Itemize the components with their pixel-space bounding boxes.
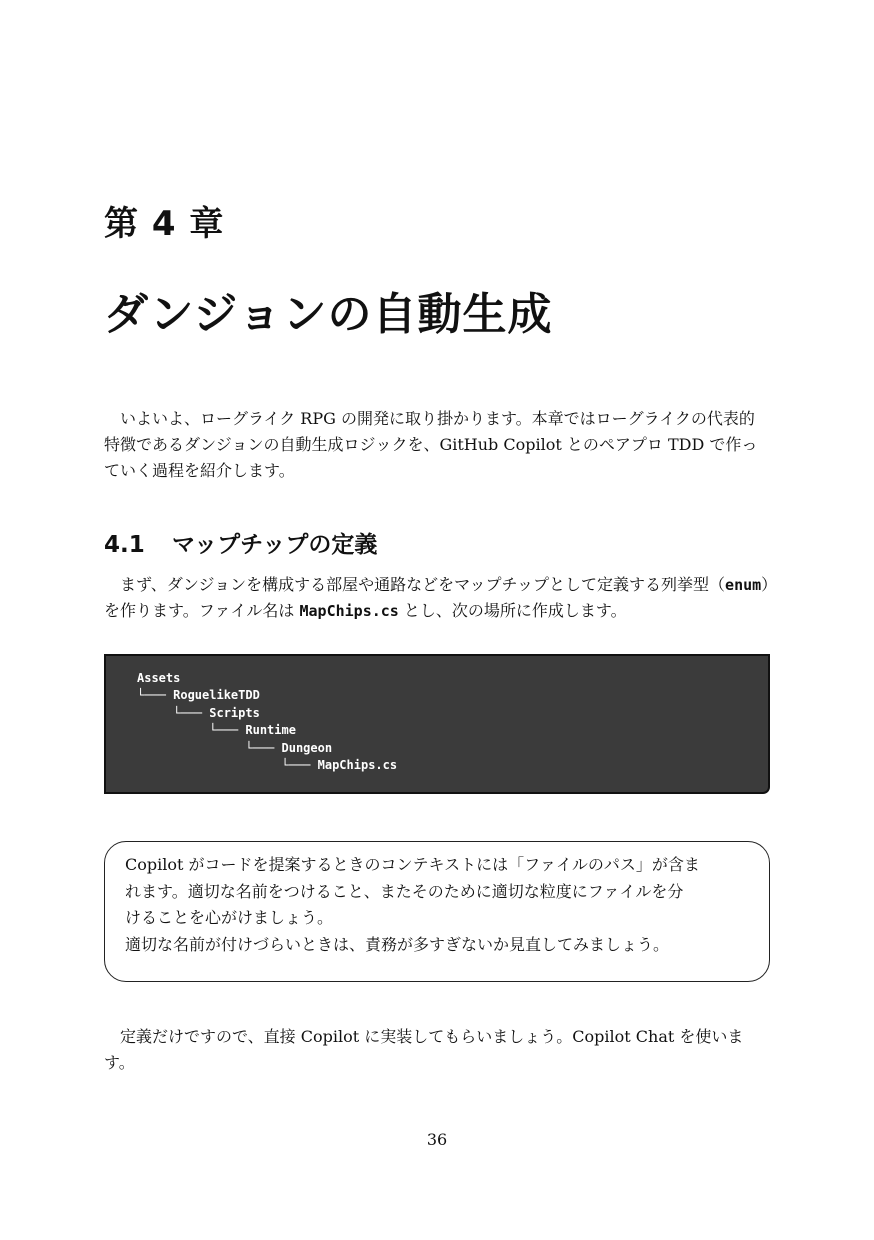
section-heading <box>104 526 377 559</box>
intro-paragraph: いよいよ、ローグライク RPG の開発に取り掛かります。本章ではローグライクの代表的特徴であるダンジョンの自動生成ロジックを、GitHub Copilot とのペアプロ TDD で作っていく過程を紹介します。 <box>104 409 758 480</box>
code-line: └─── Dungeon <box>137 740 333 755</box>
section-title: マップチップの定義 <box>172 532 378 558</box>
code-line: └─── Runtime <box>137 723 296 738</box>
chapter-label: 第 4 章 <box>104 204 225 244</box>
chapter-title: ダンジョンの自動生成 <box>104 289 553 340</box>
code-line: └─── Scripts <box>137 705 260 720</box>
closing-paragraph: 定義だけですので、直接 Copilot に実装してもらいましょう。Copilot Chat を使います。 <box>104 1027 744 1072</box>
page-number: 36 <box>426 1130 448 1149</box>
code-line: └─── MapChips.cs <box>137 758 398 773</box>
note-line: Copilot がコードを提案するときのコンテキストには「ファイルのパス」が含ま <box>125 855 700 874</box>
section-para-part2: ）を作ります。ファイル名は <box>104 575 770 620</box>
section-para-part1: まず、ダンジョンを構成する部屋や通路などをマップチップとして定義する列挙型（ <box>120 575 726 594</box>
inline-code-filename: MapChips.cs <box>299 602 399 620</box>
code-block <box>104 654 770 794</box>
note-line: れます。適切な名前をつけること、またそのために適切な粒度にファイルを分 <box>125 881 684 901</box>
note-line: けることを心がけましょう。 <box>125 908 334 927</box>
code-line: └─── RoguelikeTDD <box>137 688 260 703</box>
inline-code-enum: enum <box>725 576 762 594</box>
section-number: 4.1 <box>104 532 145 558</box>
section-para-part3: とし、次の場所に作成します。 <box>398 601 627 620</box>
note-line: 適切な名前が付けづらいときは、責務が多すぎないか見直してみましょう。 <box>125 934 670 954</box>
code-line: Assets <box>137 671 181 685</box>
section-paragraph <box>104 572 770 624</box>
note-box <box>104 841 770 982</box>
